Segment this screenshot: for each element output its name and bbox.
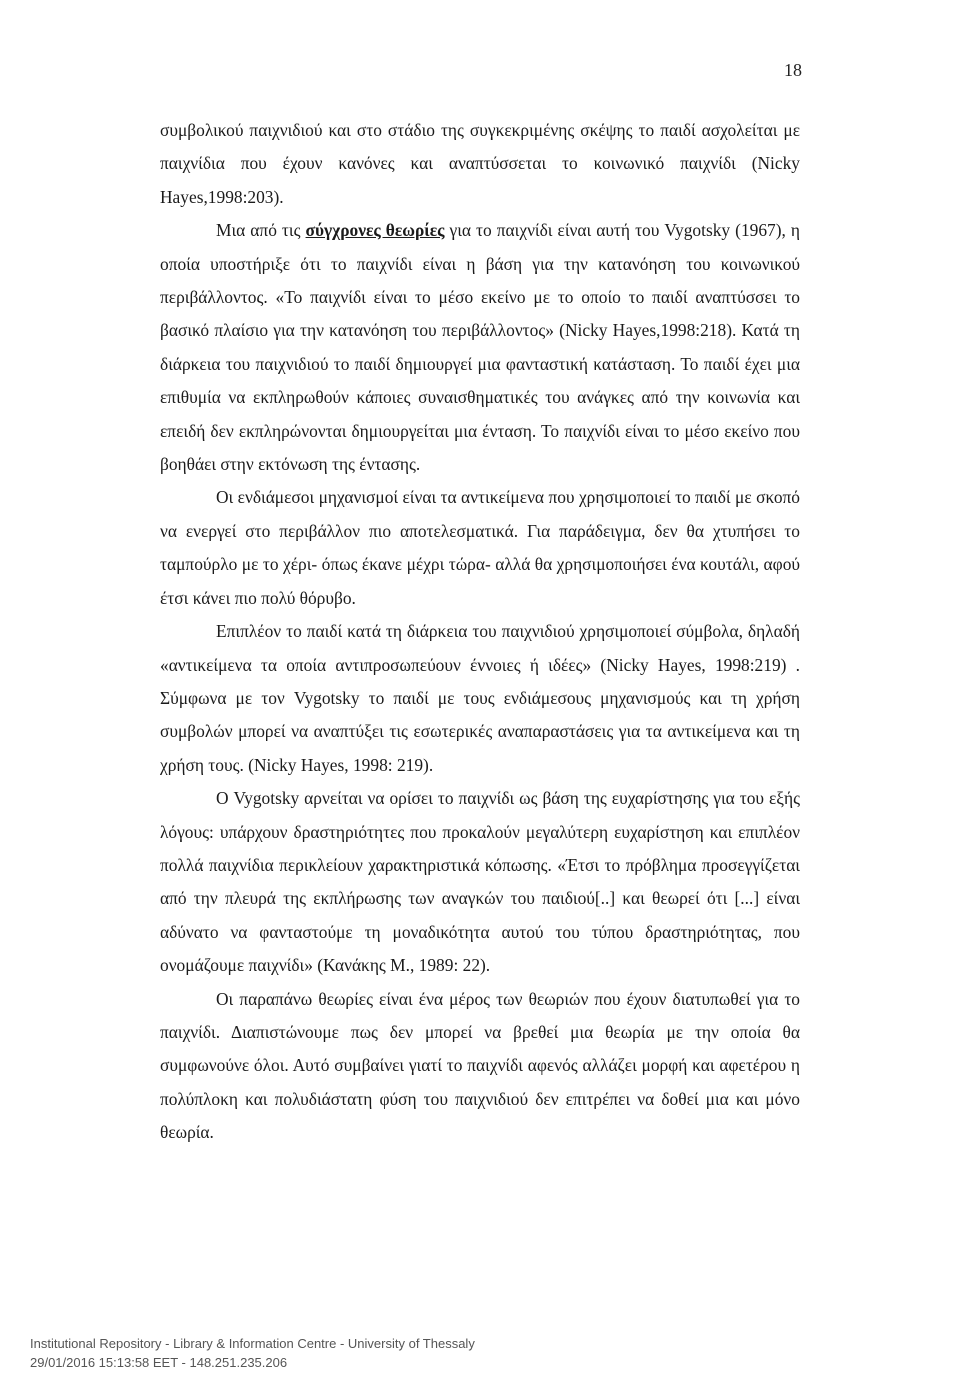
paragraph-4: Επιπλέον το παιδί κατά τη διάρκεια του παιχνιδιού χρησιμοποιεί σύμβολα, δηλαδή «αντικείμενα τα οποία αντιπροσωπεύουν έννοιες ή ιδέες» (Nicky Hayes, 1998:219) . Σύμφωνα με τον Vygotsky το παιδί με τους ενδιάμεσους μηχανισμούς και τη χρήση συμβολών μπορεί να αναπτύξει τις εσωτερικές αναπαραστάσεις για τα αντικείμενα και τη χρήση τους. (Nicky Hayes, 1998: 219). [160, 621, 800, 775]
paragraph-1: συμβολικού παιχνιδιού και στο στάδιο της συγκεκριμένης σκέψης το παιδί ασχολείται με παιχνίδια που έχουν κανόνες και αναπτύσσεται το κοινωνικό παιχνίδι (Nicky Hayes,1998:203). [160, 120, 800, 207]
paragraph-2-start: Μια από τις [216, 220, 306, 241]
paragraph-3: Οι ενδιάμεσοι μηχανισμοί είναι τα αντικείμενα που χρησιμοποιεί το παιδί με σκοπό να ενεργεί στο περιβάλλον πιο αποτελεσματικά. Για παράδειγμα, δεν θα χτυπήσει το ταμπούρλο με το χέρι- όπως έκανε μέχρι τώρα- αλλά θα χρησιμοποιήσει ένα κουτάλι, αφού έτσι κάνει πιο πολύ θόρυβο. [160, 487, 800, 608]
footer-timestamp-line: 29/01/2016 15:13:58 EET - 148.251.235.206 [30, 1355, 288, 1370]
repository-footer [30, 1334, 475, 1372]
body-text [160, 114, 800, 1150]
paragraph-6: Οι παραπάνω θεωρίες είναι ένα μέρος των θεωριών που έχουν διατυπωθεί για το παιχνίδι. Διαπιστώνουμε πως δεν μπορεί να βρεθεί μια θεωρία με την οποία θα συμφωνούνε όλοι. Αυτό συμβαίνει γιατί το παιχνίδι αφενός αλλάζει μορφή και αφετέρου η πολύπλοκη και πολυδιάστατη φύση του παιχνιδιού δεν επιτρέπει να δοθεί μια και μόνο θεωρία. [160, 988, 800, 1143]
paragraph-5: Ο Vygotsky αρνείται να ορίσει το παιχνίδι ως βάση της ευχαρίστησης για του εξής λόγους: υπάρχουν δραστηριότητες που προκαλούν μεγαλύτερη ευχαρίστηση και επιπλέον πολλά παιχνίδια περικλείουν χαρακτηριστικά κόπωσης. «Έτσι το πρόβλημα προσεγγίζεται από την πλευρά της εκπλήρωσης των αναγκών του παιδιού[..] και θεωρεί ότι [...] είναι αδύνατο να φανταστούμε τη μοναδικότητα αυτού του τύπου δραστηριότητας, που ονομάζουμε παιχνίδι» (Κανάκης Μ., 1989: 22). [160, 788, 800, 976]
paragraph-2 [160, 214, 800, 481]
emphasis-modern-theories: σύγχρονες θεωρίες [305, 220, 445, 241]
paragraph-2-rest: για το παιχνίδι είναι αυτή του Vygotsky (1967), η οποία υποστήριξε ότι το παιχνίδι είναι η βάση για την κατανόηση του κοινωνικού περιβάλλοντος. «Το παιχνίδι είναι το μέσο εκείνο με το οποίο το παιδί αναπτύσσει το βασικό πλαίσιο για την κατανόηση του περιβάλλοντος» (Nicky Hayes,1998:218). Κατά τη διάρκεια του παιχνιδιού το παιδί δημιουργεί μια φανταστική κατάσταση. Το παιδί έχει μια επιθυμία να εκπληρωθούν κάποιες συναισθηματικές του ανάγκες από την κοινωνία και επειδή δεν εκπληρώνονται δημιουργείται μια ένταση. Το παιχνίδι είναι το μέσο εκείνο που βοηθάει στην εκτόνωση της έντασης. [160, 220, 801, 475]
footer-repository-line: Institutional Repository - Library & Information Centre - University of Thessaly [30, 1336, 475, 1351]
page-number: 18 [784, 60, 802, 80]
